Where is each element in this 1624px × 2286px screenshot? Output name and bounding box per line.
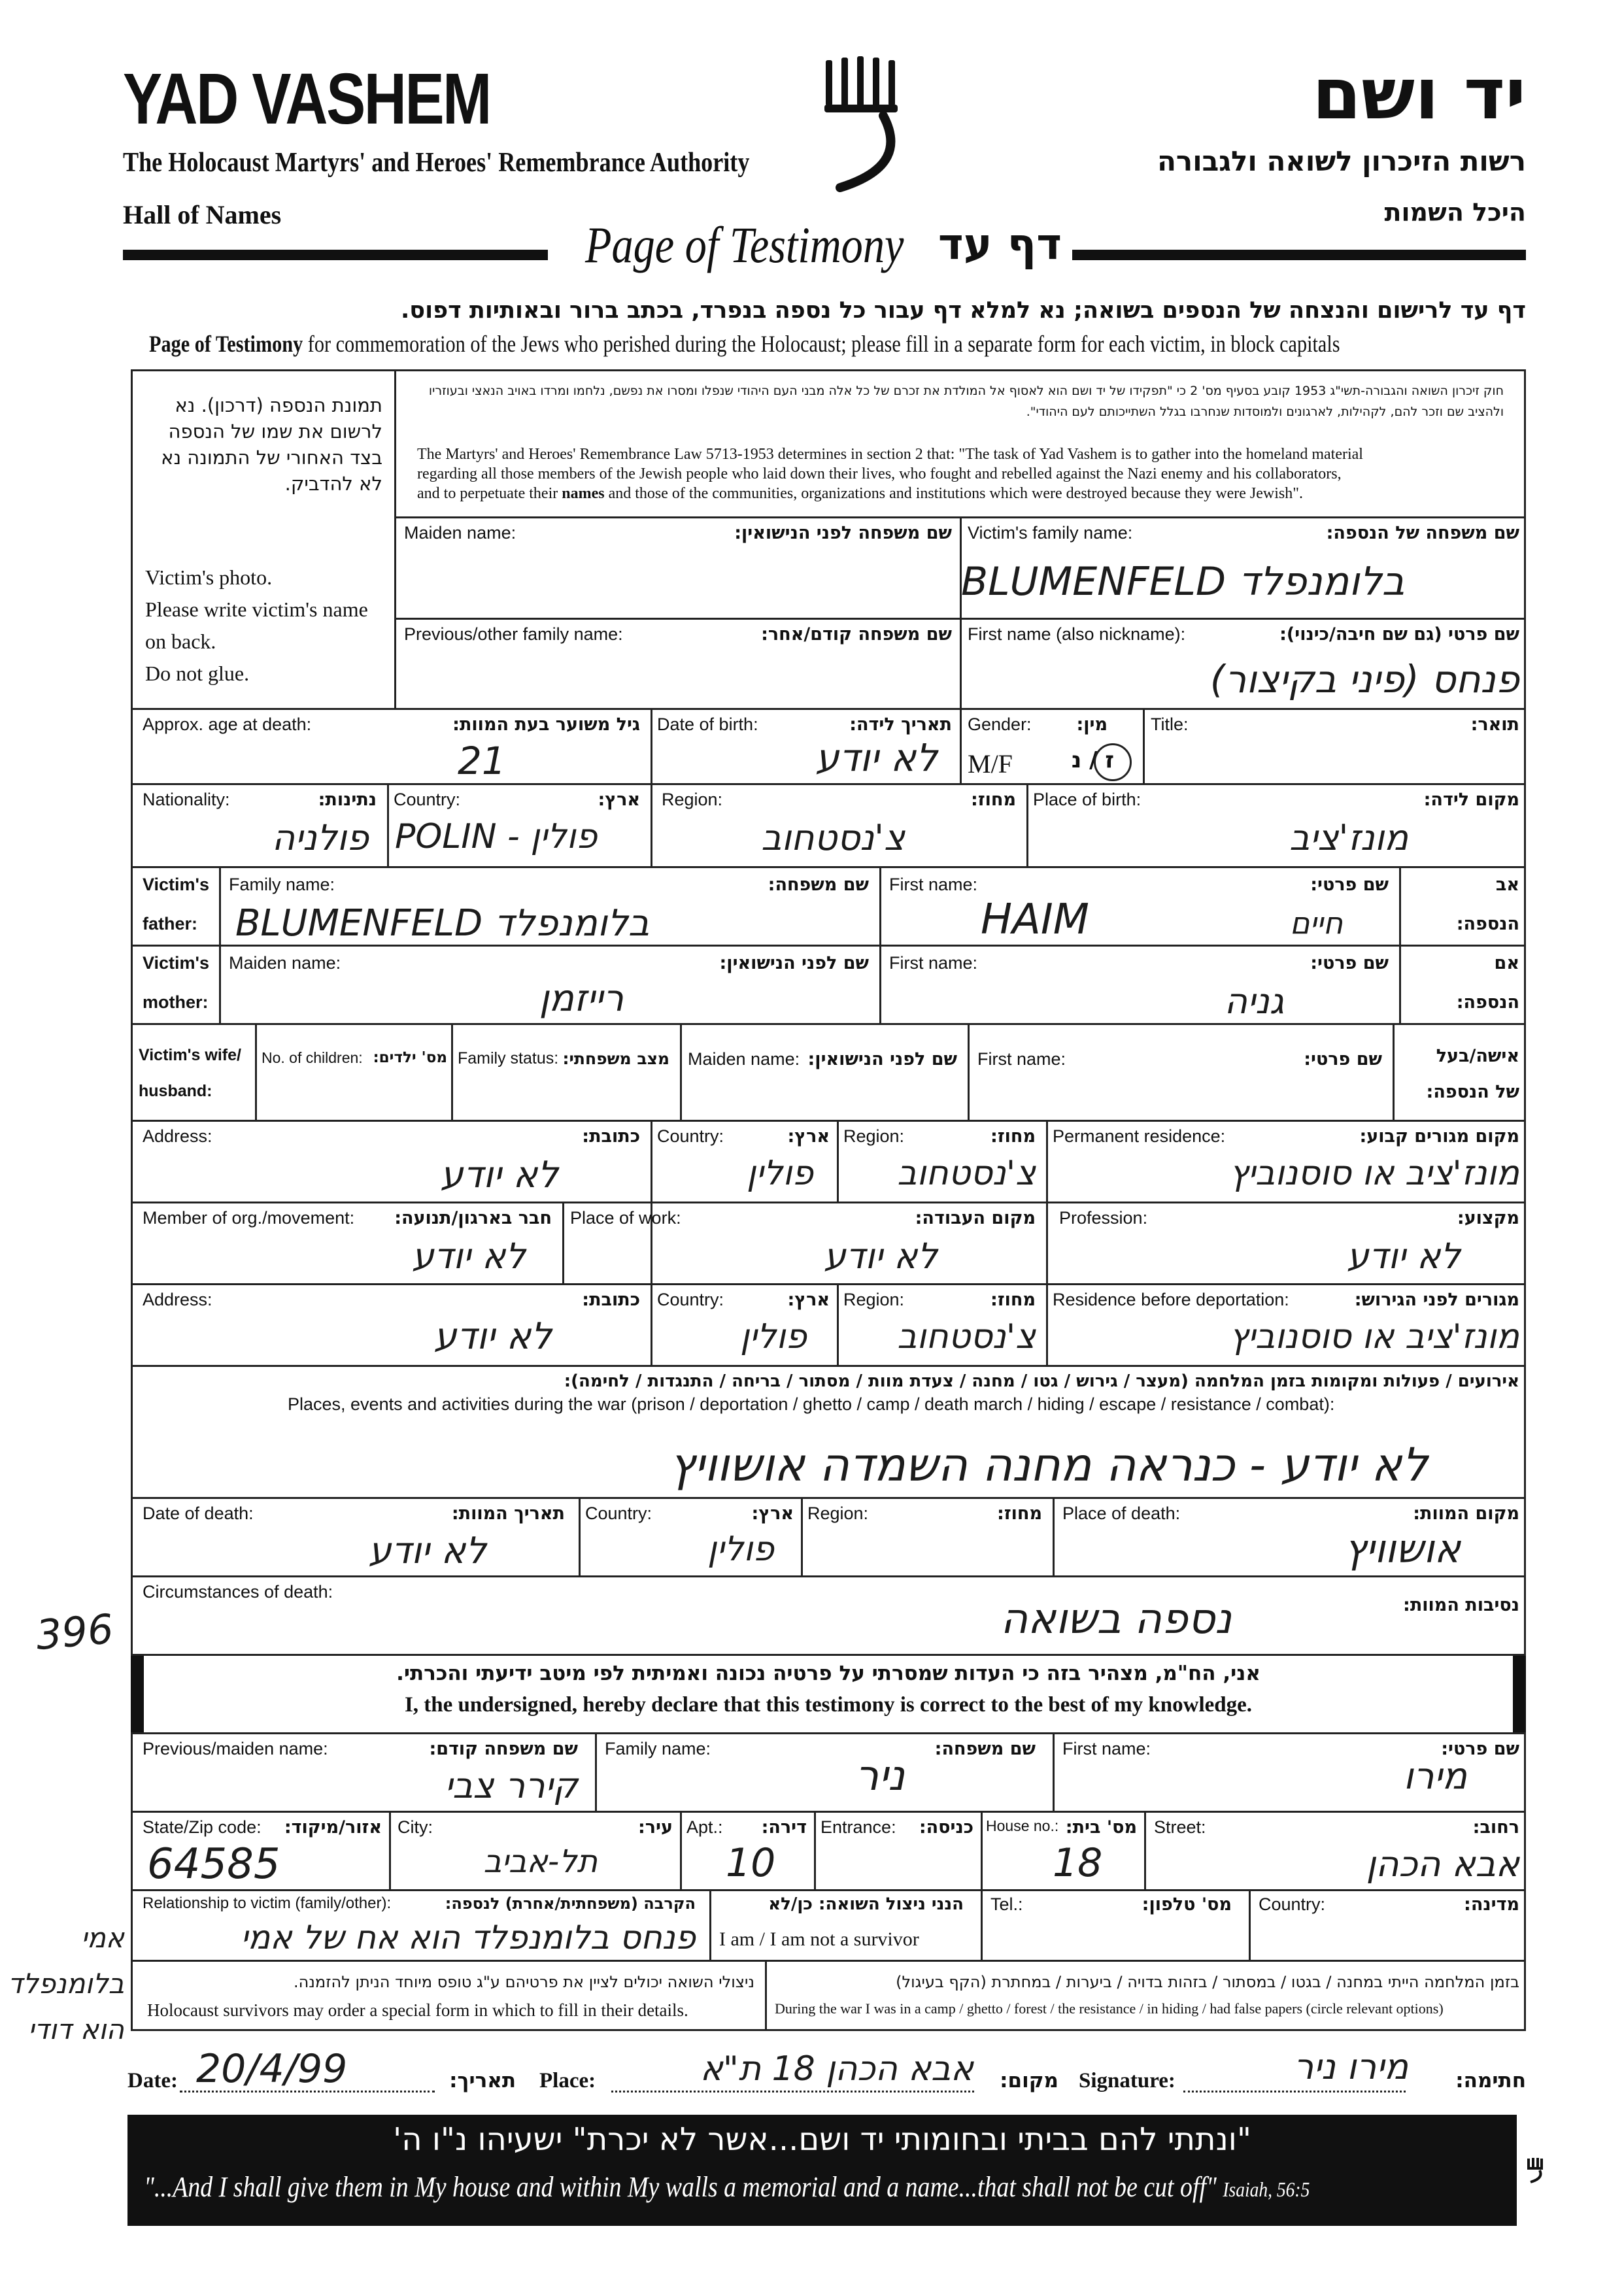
addr2-region-value[interactable]: צ'נסטחוב xyxy=(897,1317,1036,1356)
pob-label-en: Place of birth: xyxy=(1033,790,1142,809)
intro-en-bold: Page of Testimony xyxy=(149,331,303,357)
photo-box-en-2: Please write victim's name xyxy=(145,597,368,621)
org-name-he: יד ושם xyxy=(1311,54,1526,135)
dod-country-value[interactable]: פולין xyxy=(707,1530,774,1569)
law-text-en-3b: names xyxy=(562,485,605,502)
famstatus-label-he: מצב משפחתי: xyxy=(562,1049,669,1068)
div-spouse-a xyxy=(255,1023,257,1120)
apt-label-en: Apt.: xyxy=(686,1817,723,1837)
div-sub4-a xyxy=(765,1960,767,2031)
rule-16 xyxy=(131,1811,1526,1813)
resdep-label-he: מגורים לפני הגירוש: xyxy=(1354,1290,1519,1310)
addr2-region-label-he: מחוז: xyxy=(990,1290,1036,1310)
dod-value[interactable]: לא יודע xyxy=(368,1530,486,1572)
addr-country-label-en: Country: xyxy=(657,1126,724,1146)
div-sub2-b xyxy=(680,1811,682,1889)
div-death-a xyxy=(579,1497,581,1575)
mother-label-he-1: אם xyxy=(1494,953,1519,973)
father-first-value-he[interactable]: חיים xyxy=(1289,905,1343,941)
div-dob-gender xyxy=(960,708,962,783)
mother-first-label-he: שם פרטי: xyxy=(1310,953,1389,973)
sub-family-value[interactable]: ניר xyxy=(854,1752,905,1800)
city-label-en: City: xyxy=(398,1817,433,1837)
victim-first-name-value[interactable]: פנחס (פיני בקיצור) xyxy=(1210,657,1519,701)
div-addr2-c xyxy=(1046,1283,1048,1365)
zip-value[interactable]: 64585 xyxy=(147,1840,280,1889)
photo-col-divider xyxy=(394,369,396,708)
div-gender-title xyxy=(1143,708,1145,783)
country-label-he: ארץ: xyxy=(598,790,640,810)
survivor-label-en[interactable]: I am / I am not a survivor xyxy=(719,1928,919,1950)
zip-label-he: אזור/מיקוד: xyxy=(284,1817,382,1838)
form-title-en: Page of Testimony xyxy=(585,216,904,273)
perm-res-label-en: Permanent residence: xyxy=(1053,1126,1226,1146)
zip-label-en: State/Zip code: xyxy=(143,1817,262,1837)
resdep-value[interactable]: מונז'ציב או סוסנוביץ xyxy=(1229,1317,1519,1356)
div-sub2-c xyxy=(814,1811,816,1889)
member-value[interactable]: לא יודע xyxy=(411,1235,526,1277)
mother-first-value[interactable]: גניה xyxy=(1224,981,1284,1022)
spouse-maiden-label-he: שם לפני הנישואין: xyxy=(807,1049,957,1069)
nationality-label-en: Nationality: xyxy=(143,790,230,809)
member-label-he: חבר בארגון/תנועה: xyxy=(394,1208,552,1228)
photo-box-he: תמונת הנספה (דרכון). נא לרשום את שמו של הנספה בצד האחורי של התמונה נא לא להדביק. xyxy=(161,394,382,495)
date-label-en: Date: xyxy=(127,2069,178,2093)
house-label-en: House no.: xyxy=(986,1817,1059,1834)
tel-label-en: Tel.: xyxy=(990,1894,1023,1914)
hall-of-names-he: היכל השמות xyxy=(1384,198,1526,227)
note2-he: בזמן המלחמה הייתי במחנה / בגטו / במסתור / בזהות בדויה / ביערות / במחתרת (הקף בעיגול) xyxy=(896,1973,1519,1991)
div-maiden-family xyxy=(960,516,962,708)
div-spouse-e xyxy=(1393,1023,1395,1120)
apt-label-he: דירה: xyxy=(761,1817,807,1838)
gender-label-he: מין: xyxy=(1076,714,1108,735)
father-family-label-en: Family name: xyxy=(229,875,335,894)
rule-18 xyxy=(131,1960,1526,1962)
law-text-en-3 xyxy=(417,485,1303,503)
age-value[interactable]: 21 xyxy=(458,739,506,783)
famstatus-label-en: Family status: xyxy=(458,1049,559,1067)
rule-15 xyxy=(131,1732,1526,1734)
city-value[interactable]: תל-אביב xyxy=(483,1843,598,1880)
rule-10 xyxy=(131,1283,1526,1285)
div-spouse-c xyxy=(680,1023,682,1120)
margin-number: 396 xyxy=(34,1604,116,1660)
tel-label-he: מס' טלפון: xyxy=(1142,1894,1232,1915)
addr2-country-label-he: ארץ: xyxy=(787,1290,830,1310)
street-label-he: רחוב: xyxy=(1472,1817,1519,1838)
declaration-en: I, the undersigned, hereby declare that this testimony is correct to the best of my knowledge. xyxy=(404,1693,1253,1717)
form-title-he: דף עד xyxy=(938,219,1062,269)
apt-value[interactable]: 10 xyxy=(726,1840,776,1886)
footer-quote-he: "ונתתי להם בביתי ובחומותי יד ושם...אשר לא יכרת" ישעיהו נ"ו ה' xyxy=(393,2121,1251,2158)
div-addr2-b xyxy=(837,1283,839,1365)
region-value[interactable]: צ'נסטחוב xyxy=(761,817,905,858)
div-addr2-a xyxy=(651,1283,652,1365)
law-text-he: חוק זיכרון השואה והגבורה-תשי"ג 1953 קובע בסעיף מס' 2 כי "תפקידו של יד ושם הוא לאסוף אל המולדת את זכרם של כל אלה מבני העם היהודי שנפלו ומסרו את נפשם, נלחמו ומרדו באויב הנאצי ובעוזריו ולהציב שם וזכר להם, לקהילות, לארגונים ולמוסדות שנחרבו בגלל השתייכותם לעם היהודי". xyxy=(428,384,1504,419)
father-family-label-he: שם משפחה: xyxy=(768,875,869,895)
rule-6 xyxy=(131,945,1526,947)
div-sub2-e xyxy=(1144,1811,1146,1889)
spouse-first-label-he: שם פרטי: xyxy=(1304,1049,1382,1069)
address2-value[interactable]: לא יודע xyxy=(433,1315,552,1358)
mother-maiden-label-he: שם לפני הנישואין: xyxy=(719,953,869,973)
yad-vashem-logo xyxy=(820,54,912,194)
sub-first-label-en: First name: xyxy=(1062,1739,1151,1758)
footer-quote-en xyxy=(144,2170,1310,2204)
intro-he: דף עד לרישום והנצחה של הנספים בשואה; נא למלא דף עבור כל נספה בנפרד, בכתב ברור ובאותיות דפוס. xyxy=(400,297,1526,324)
footer-quote-en-text: "...And I shall give them in My house and within My walls a memorial and a name...that shall not be cut off" xyxy=(144,2171,1217,2203)
date-label-he: תאריך: xyxy=(449,2069,516,2093)
dob-label-he: תאריך לידה: xyxy=(849,714,952,735)
signature-value[interactable]: מירו ניר xyxy=(1293,2046,1408,2087)
law-text-en-1: The Martyrs' and Heroes' Remembrance Law 5713-1953 determines in section 2 that: "The task of Yad Vashem is to gather into the homeland material xyxy=(417,446,1363,463)
rule-7 xyxy=(131,1023,1526,1025)
mother-maiden-label-en: Maiden name: xyxy=(229,953,341,973)
law-text-en-3a: and to perpetuate their xyxy=(417,485,562,502)
father-first-value-latin[interactable]: HAIM xyxy=(981,896,1089,944)
dob-label-en: Date of birth: xyxy=(657,714,758,734)
prev-name-label-en: Previous/other family name: xyxy=(404,624,623,644)
circ-label-en: Circumstances of death: xyxy=(143,1582,333,1602)
father-label-en-1: Victim's xyxy=(143,875,209,894)
children-label-he: מס' ילדים: xyxy=(373,1049,447,1066)
hall-of-names-en: Hall of Names xyxy=(123,200,282,229)
addr2-region-label-en: Region: xyxy=(843,1290,905,1309)
sub-family-label-en: Family name: xyxy=(605,1739,711,1758)
circ-label-he: נסיבות המוות: xyxy=(1403,1595,1519,1615)
div-death-c xyxy=(1053,1497,1055,1575)
sub-prev-label-he: שם משפחה קודם: xyxy=(429,1739,578,1759)
dod-region-label-he: מחוז: xyxy=(997,1504,1042,1524)
mother-label-en-1: Victim's xyxy=(143,953,209,973)
sub-family-label-he: שם משפחה: xyxy=(934,1739,1036,1759)
div-sub1-b xyxy=(1053,1732,1055,1811)
age-label-he: גיל משוער בעת המוות: xyxy=(452,714,640,735)
address2-label-he: כתובת: xyxy=(582,1290,640,1310)
gender-options-he: ז / נ xyxy=(1071,747,1114,773)
dod-country-label-en: Country: xyxy=(585,1504,652,1523)
div-death-b xyxy=(801,1497,803,1575)
footer-ref: Isaiah, 56:5 xyxy=(1223,2177,1310,2201)
resdep-label-en: Residence before deportation: xyxy=(1053,1290,1289,1309)
addr2-country-value[interactable]: פולין xyxy=(740,1317,807,1356)
events-value[interactable]: לא יודע - כנראה מחנה השמדה אושוויץ xyxy=(669,1438,1428,1492)
intro-en xyxy=(149,330,1340,358)
place-label-en: Place: xyxy=(539,2069,596,2093)
gender-options-en: M/F xyxy=(968,749,1013,779)
father-label-he-2: הנספה: xyxy=(1456,914,1519,934)
div-member-a xyxy=(562,1202,564,1283)
events-label-en: Places, events and activities during the war (prison / deportation / ghetto / camp / death march / hiding / escape / resistance / combat): xyxy=(288,1394,1335,1414)
address2-label-en: Address: xyxy=(143,1290,212,1309)
events-label-he: אירועים / פעולות ומקומות בזמן המלחמה (מעצר / גירוש / גטו / מחנה / צעדת מוות / מסתור / בריחה / התנגדות / לחימה): xyxy=(564,1371,1519,1391)
subtitle-he: רשות הזיכרון לשואה ולגבורה xyxy=(1157,145,1526,177)
spouse-label-he-2: של הנספה: xyxy=(1426,1082,1519,1102)
title-label-en: Title: xyxy=(1151,714,1189,734)
father-family-value[interactable]: BLUMENFELD בלומנפלד xyxy=(235,902,650,945)
addr-country-value[interactable]: פולין xyxy=(747,1154,813,1193)
maiden-name-label-en: Maiden name: xyxy=(404,523,516,543)
house-value[interactable]: 18 xyxy=(1053,1840,1103,1886)
victim-family-name-value[interactable]: BLUMENFELD בלומנפלד xyxy=(961,559,1405,605)
mother-label-he-2: הנספה: xyxy=(1456,992,1519,1013)
rule-9 xyxy=(131,1202,1526,1203)
work-label-en: Place of work: xyxy=(570,1208,681,1228)
photo-box-en-3: on back. xyxy=(145,630,216,653)
age-label-en: Approx. age at death: xyxy=(143,714,312,734)
note1-he: ניצולי השואה יכולים לציין את פרטיהם ע"ג טופס מיוחד הניתן להזמנה. xyxy=(294,1973,754,1991)
work-value[interactable]: לא יודע xyxy=(823,1235,938,1277)
first-name-label-he: שם פרטי (גם שם חיבה/כינוי): xyxy=(1279,624,1519,645)
mother-first-label-en: First name: xyxy=(889,953,978,973)
title-rule-right xyxy=(1072,250,1526,260)
dod-region-label-en: Region: xyxy=(807,1504,869,1523)
dod-label-he: תאריך המוות: xyxy=(451,1504,565,1524)
nationality-label-he: נתינות: xyxy=(318,790,377,810)
dob-value[interactable]: לא יודע xyxy=(815,735,938,780)
sub-country-label-en: Country: xyxy=(1259,1894,1326,1914)
gender-circle[interactable] xyxy=(1094,743,1132,781)
signature-underline xyxy=(1183,2091,1406,2093)
place-label-he: מקום: xyxy=(1000,2069,1058,2093)
subtitle-en: The Holocaust Martyrs' and Heroes' Remembrance Authority xyxy=(123,148,750,178)
spouse-label-he-1: אישה/בעל xyxy=(1436,1046,1519,1066)
address-label-he: כתובת: xyxy=(582,1126,640,1147)
house-label-he: מס' בית: xyxy=(1065,1817,1137,1838)
father-label-en-2: father: xyxy=(143,914,198,933)
children-label-en: No. of children: xyxy=(262,1049,363,1066)
div-spouse-d xyxy=(968,1023,970,1120)
rel-value[interactable]: פנחס בלומנפלד הוא אח של אמי xyxy=(241,1919,696,1957)
sub-first-value[interactable]: מירו xyxy=(1403,1755,1467,1798)
member-label-en: Member of org./movement: xyxy=(143,1208,355,1228)
pob-label-he: מקום לידה: xyxy=(1423,790,1519,810)
profession-label-en: Profession: xyxy=(1059,1208,1148,1228)
spouse-maiden-label-en: Maiden name: xyxy=(688,1049,800,1069)
addr-region-value[interactable]: צ'נסטחוב xyxy=(897,1154,1036,1193)
rule-12 xyxy=(131,1497,1526,1499)
div-sub3-c xyxy=(1249,1889,1251,1960)
note1-en: Holocaust survivors may order a special form in which to fill in their details. xyxy=(147,2000,688,2020)
photo-box-en-1: Victim's photo. xyxy=(145,565,273,589)
div-country-region xyxy=(651,783,652,866)
rule-8 xyxy=(131,1120,1526,1122)
law-text-en-3c: and those of the communities, organizations and institutions which were destroyed because they were Jewish". xyxy=(604,485,1304,502)
nationality-value[interactable]: פולניה xyxy=(271,817,369,858)
title-rule-left xyxy=(123,250,548,260)
declaration-he: אני, הח"מ, מצהיר בזה כי העדות שמסרתי על פרטיה נכונה ואמיתית לפי מיטב ידיעתי והכרתי. xyxy=(396,1662,1260,1685)
pod-value[interactable]: אושוויץ xyxy=(1344,1526,1461,1572)
first-name-label-en: First name (also nickname): xyxy=(968,624,1186,644)
spouse-first-label-en: First name: xyxy=(977,1049,1066,1069)
dod-label-en: Date of death: xyxy=(143,1504,254,1523)
address-label-en: Address: xyxy=(143,1126,212,1146)
pob-value[interactable]: מונז'ציב xyxy=(1289,817,1408,858)
div-sub2-d xyxy=(981,1811,983,1889)
mother-maiden-value[interactable]: רייזמן xyxy=(539,977,624,1020)
div-region-pob xyxy=(1026,783,1028,866)
addr-region-label-he: מחוז: xyxy=(990,1126,1036,1147)
org-name-en: YAD VASHEM xyxy=(123,59,490,139)
sub-prev-label-en: Previous/maiden name: xyxy=(143,1739,328,1758)
profession-value[interactable]: לא יודע xyxy=(1346,1235,1461,1277)
street-label-en: Street: xyxy=(1154,1817,1206,1837)
div-sub3-a xyxy=(709,1889,711,1960)
work-label-he: מקום העבודה: xyxy=(915,1208,1036,1228)
addr-region-label-en: Region: xyxy=(843,1126,905,1146)
survivor-label-he: הנני ניצול השואה: כן/לא xyxy=(768,1894,964,1914)
region-label-en: Region: xyxy=(662,790,723,809)
signature-label-en: Signature: xyxy=(1079,2069,1176,2093)
pod-label-he: מקום המוות: xyxy=(1413,1504,1519,1524)
addr-country-label-he: ארץ: xyxy=(787,1126,830,1147)
maiden-name-label-he: שם משפחה לפני הנישואין: xyxy=(734,523,952,543)
address-value[interactable]: לא יודע xyxy=(440,1154,558,1196)
circumstances-value[interactable]: נספה בשואה xyxy=(1000,1595,1232,1643)
rule-11 xyxy=(131,1365,1526,1367)
signature-label-he: חתימה: xyxy=(1455,2069,1526,2093)
photo-box-en-4: Do not glue. xyxy=(145,662,250,685)
spouse-label-en-2: husband: xyxy=(139,1082,212,1100)
div-spouse-b xyxy=(451,1023,453,1120)
rule-17 xyxy=(131,1889,1526,1891)
div-nat-country xyxy=(387,783,389,866)
gender-label-en: Gender: xyxy=(968,714,1032,734)
pod-label-en: Place of death: xyxy=(1062,1504,1181,1523)
rel-label-en: Relationship to victim (family/other): xyxy=(143,1894,392,1912)
div-sub1-a xyxy=(595,1732,597,1811)
rule-13 xyxy=(131,1575,1526,1577)
country-value[interactable]: POLIN - פולין xyxy=(395,817,598,856)
sub-first-label-he: שם פרטי: xyxy=(1441,1739,1519,1759)
place-underline xyxy=(611,2091,974,2093)
spouse-label-en-1: Victim's wife/ xyxy=(139,1046,241,1064)
date-value[interactable]: 20/4/99 xyxy=(196,2046,348,2092)
victim-family-name-label-en: Victim's family name: xyxy=(968,523,1133,543)
div-addr1-b xyxy=(837,1120,839,1202)
father-label-he-1: אב xyxy=(1495,875,1519,895)
rule-4 xyxy=(131,783,1526,785)
intro-en-rest: for commemoration of the Jews who perished during the Holocaust; please fill in a separate form for each victim, in block capitals xyxy=(303,331,1340,357)
victim-family-name-label-he: שם משפחה של הנספה: xyxy=(1326,523,1519,543)
father-first-label-he: שם פרטי: xyxy=(1310,875,1389,895)
title-label-he: תואר: xyxy=(1470,714,1519,735)
div-sub3-b xyxy=(981,1889,983,1960)
div-age-dob xyxy=(651,708,652,783)
father-first-label-en: First name: xyxy=(889,875,978,894)
div-sub2-a xyxy=(389,1811,391,1889)
margin-note: אמי בלומנפלד הוא דודי xyxy=(8,1922,124,2045)
entrance-label-en: Entrance: xyxy=(820,1817,896,1837)
prev-name-label-he: שם משפחה קודם/אחר: xyxy=(761,624,952,645)
dod-country-label-he: ארץ: xyxy=(751,1504,794,1524)
mother-label-en-2: mother: xyxy=(143,992,209,1012)
footer-logo-mark xyxy=(1527,2157,1544,2183)
perm-res-label-he: מקום מגורים קבוע: xyxy=(1359,1126,1519,1147)
entrance-label-he: כניסה: xyxy=(919,1817,973,1838)
rule-14 xyxy=(131,1654,1526,1656)
city-label-he: עיר: xyxy=(638,1817,673,1838)
region-label-he: מחוז: xyxy=(971,790,1016,810)
rule-3 xyxy=(131,708,1526,710)
law-text-en-2: regarding all those members of the Jewish people who laid down their lives, who fought and rebelled against the Nazi enemy and his collaborators, xyxy=(417,465,1342,482)
street-value[interactable]: אבא הכהן xyxy=(1366,1843,1519,1885)
note2-en: During the war I was in a camp / ghetto / forest / the resistance / in hiding / had false papers (circle relevant options) xyxy=(775,2000,1444,2017)
perm-res-value[interactable]: מונז'ציב או סוסנוביץ xyxy=(1229,1154,1519,1193)
rule-2 xyxy=(394,618,1526,620)
rule-5 xyxy=(131,866,1526,868)
profession-label-he: מקצוע: xyxy=(1457,1208,1519,1228)
sub-prev-value[interactable]: קירר צבי xyxy=(445,1765,578,1806)
place-value[interactable]: אבא הכהן 18 ת"א xyxy=(700,2049,973,2089)
sub-country-label-he: מדינה: xyxy=(1464,1894,1519,1915)
rel-label-he: הקרבה (משפחתית/אחרת) לנספה: xyxy=(445,1894,696,1913)
addr2-country-label-en: Country: xyxy=(657,1290,724,1309)
country-label-en: Country: xyxy=(394,790,461,809)
